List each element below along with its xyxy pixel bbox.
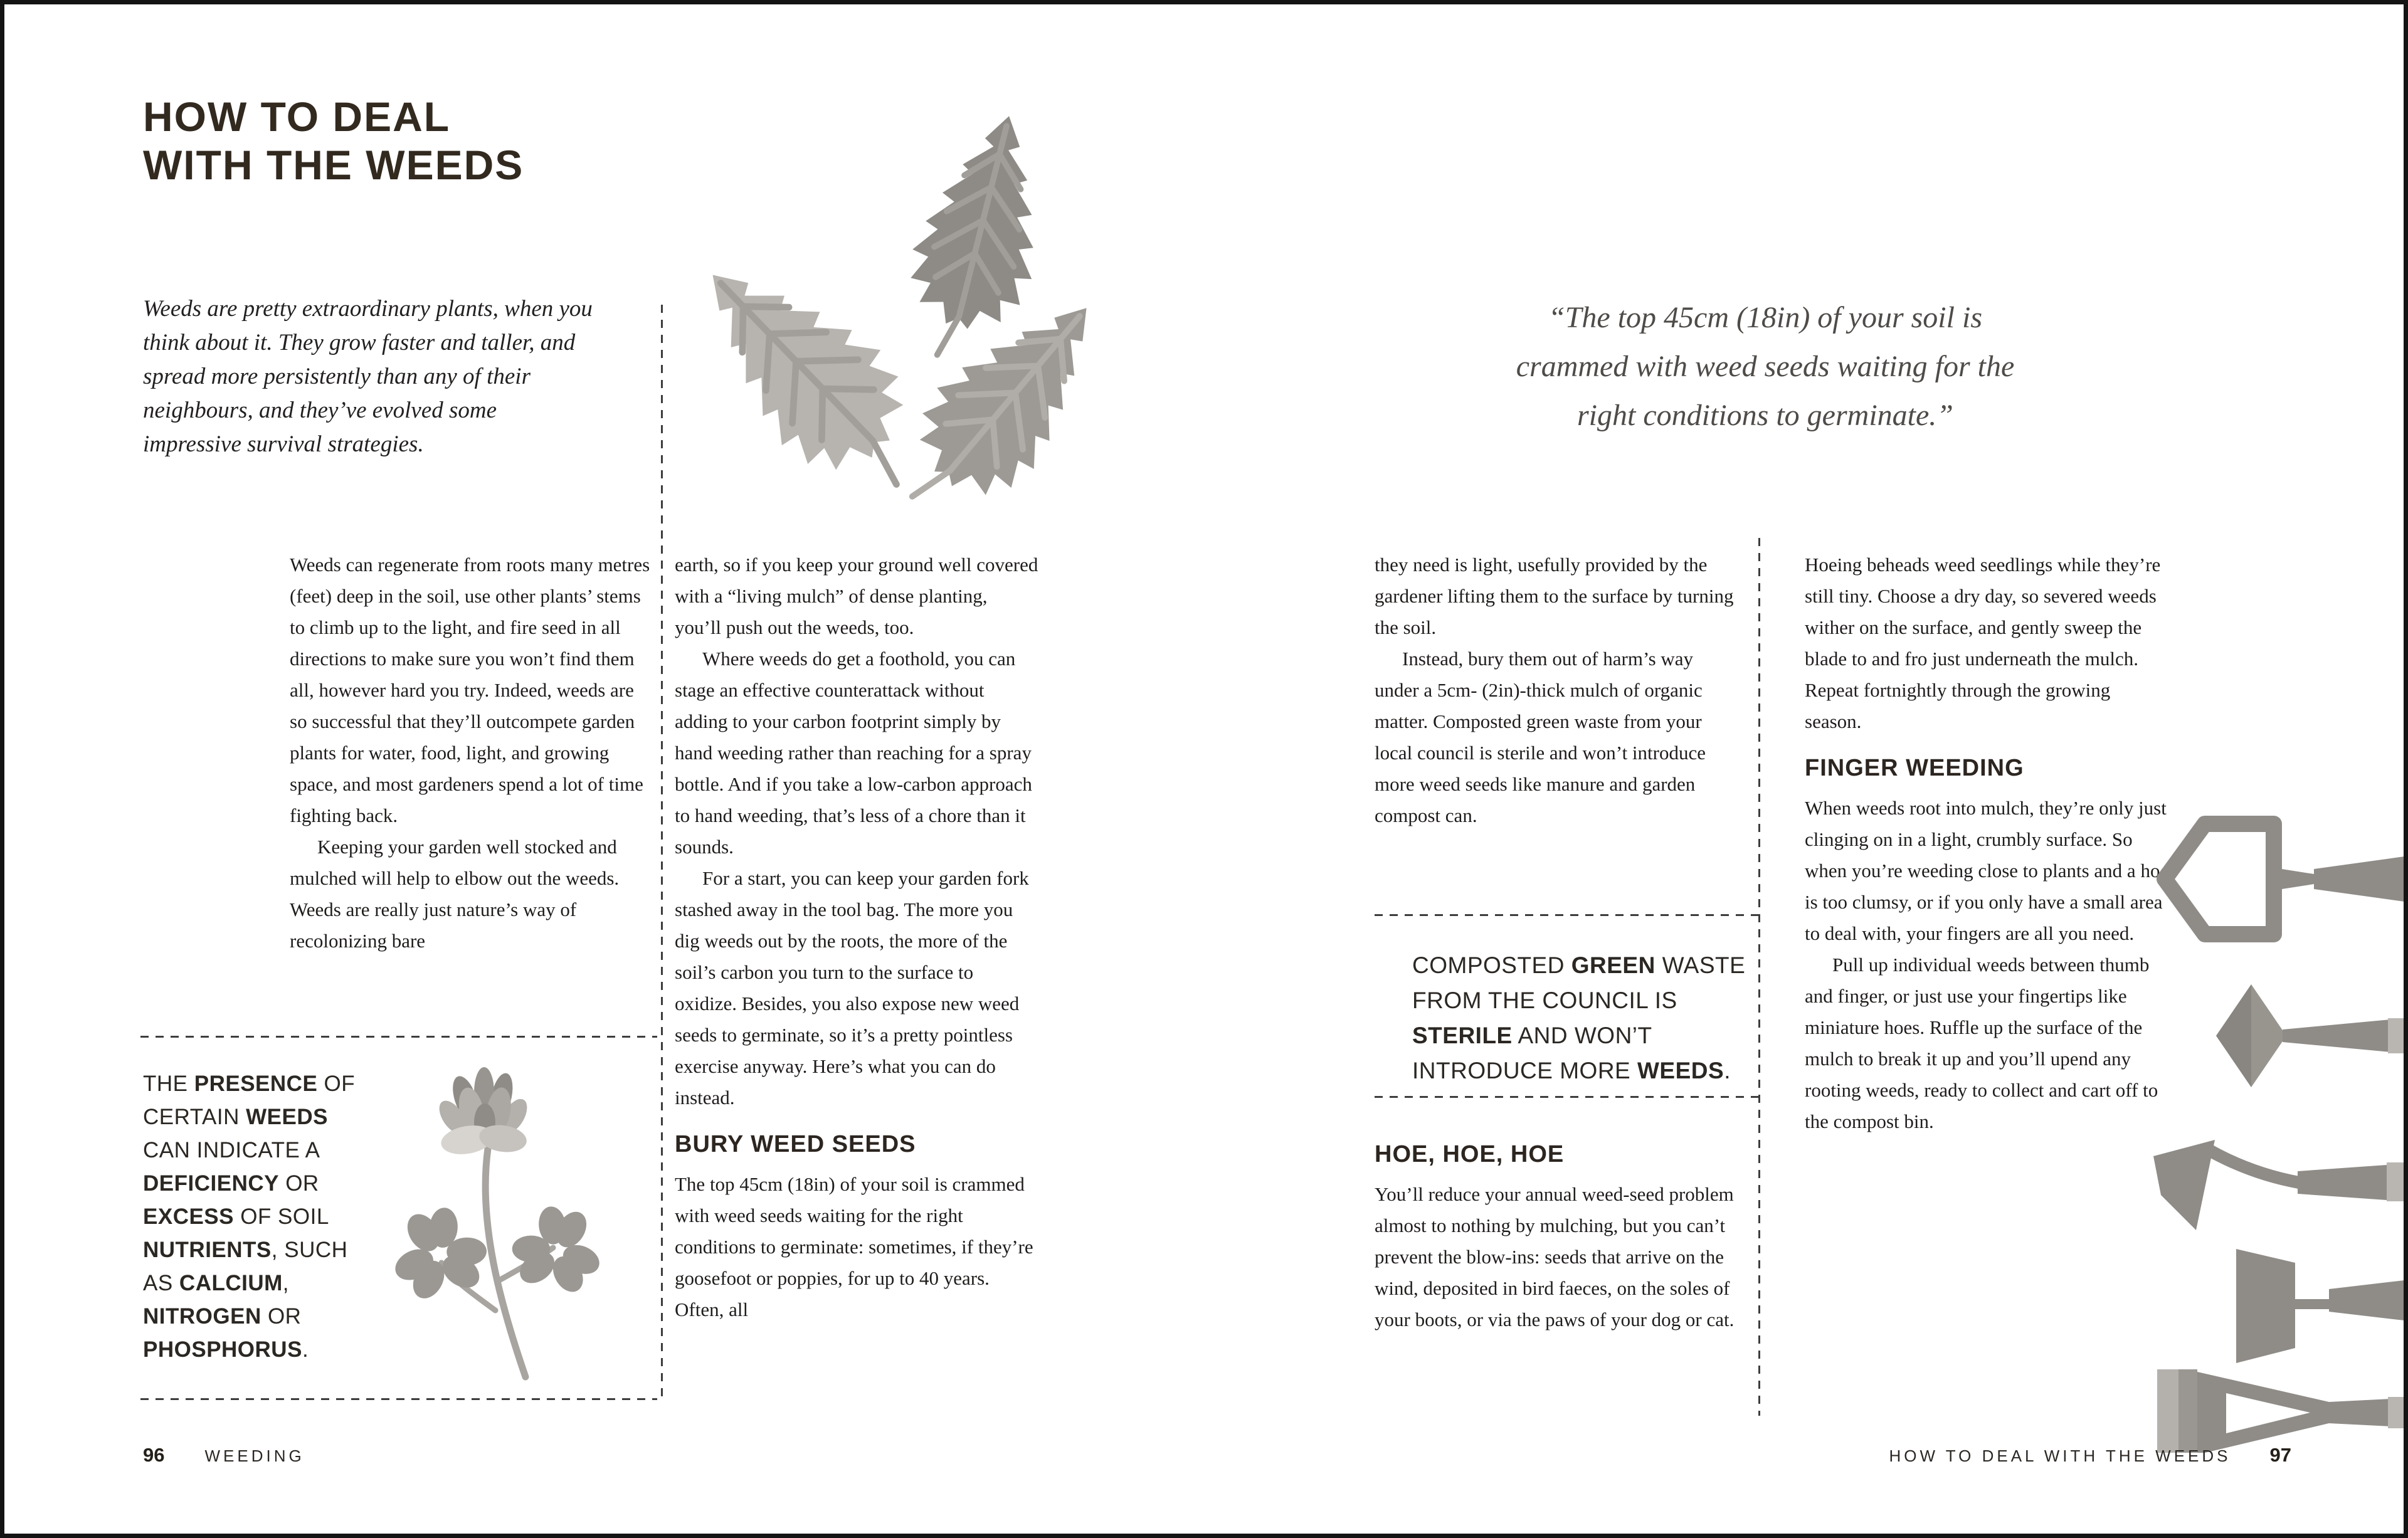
clover-blossom-icon [434,1067,532,1158]
clover-illustration [364,1056,646,1398]
callout-rule-bottom-left [140,1398,657,1400]
draw-hoe-icon [2153,1140,2404,1230]
callout-rule-top-left [140,1036,657,1038]
section-label: WEEDING [204,1446,305,1465]
pull-quote: “The top 45cm (18in) of your soil is crammed with weed seeds waiting for the right conditions to germinate.” [1516,301,2015,432]
body-paragraph: When weeds root into mulch, they’re only just clinging on in a light, crumbly surface. So when you’re weeding close to plants and a hoe is too clumsy, or if you only have a small area to deal with, your fingers are all you need. [1805,797,2169,944]
diamond-hoe-icon [2216,984,2404,1087]
body-paragraph: You’ll reduce your annual weed-seed problem almost to nothing by mulching, but you can’t prevent the blow-ins: seeds that arrive on the wind, deposited in bird faeces, on the soles of your boots, or via the paws of your dog or cat. [1375,1183,1735,1330]
tools-illustration [2143,785,2404,1453]
stirrup-hoe-icon [2165,824,2404,934]
chapter-label: HOW TO DEAL WITH THE WEEDS [1889,1446,2231,1465]
callout-rule-top-right [1375,914,1760,916]
clover-leaf-icon [494,1194,620,1309]
heading-finger-weeding: FINGER WEEDING [1805,755,2024,781]
body-paragraph: earth, so if you keep your ground well covered with a “living mulch” of dense planting, you’ll push out the weeds, too. [675,554,1038,638]
column-4 [1805,549,2172,1137]
page-title-line-2: WITH THE WEEDS [143,142,524,188]
leaf-light-icon [680,227,956,522]
callout-composted-waste: COMPOSTED GREEN WASTE FROM THE COUNCIL IS STERILE AND WON’T INTRODUCE MORE WEEDS. [1412,952,1746,1083]
heading-bury-weed-seeds: BURY WEED SEEDS [675,1131,916,1157]
leaf-medium-icon [874,267,1132,527]
footer-right [1889,1444,2291,1467]
column-1 [290,549,652,957]
dutch-hoe-icon [2157,1369,2404,1453]
page-number-left: 96 [143,1444,165,1466]
body-paragraph: they need is light, usefully provided by the gardener lifting them to the surface by turning the soil. [1375,554,1734,638]
footer-left [143,1444,305,1467]
column-3-lower [1375,1140,1740,1335]
callout-soil-nutrients: THE PRESENCE OF CERTAIN WEEDS CAN INDICATE A DEFICIENCY OR EXCESS OF SOIL NUTRIENTS, SUCH AS CALCIUM, NITROGEN OR PHOSPHORUS. [143,1072,356,1362]
column-divider-dashed-left [661,305,663,1403]
body-paragraph: The top 45cm (18in) of your soil is crammed with weed seeds waiting for the right conditions to germinate: sometimes, if they’re goosefoot or poppies, for up to 40 years. Often, all [675,1173,1033,1320]
column-2 [675,549,1038,1325]
column-divider-dashed-right [1758,538,1760,1416]
page-title [143,93,758,189]
body-paragraph: For a start, you can keep your garden fork stashed away in the tool bag. The more you dig weeds out by the roots, the more of the soil’s carbon you turn to the surface to oxidize. Besides, you also expose new weed seeds to germinate, so it’s a pretty pointless exercise anyway. Here’s what you can do instead. [675,867,1029,1109]
column-3 [1375,549,1740,831]
body-paragraph: Instead, bury them out of harm’s way under a 5cm- (2in)-thick mulch of organic matter. Composted green waste from your local council is sterile and won’t introduce more weed seeds like manure and garden compost can. [1375,648,1706,826]
heading-hoe-hoe-hoe: HOE, HOE, HOE [1375,1141,1565,1167]
page-title-line-1: HOW TO DEAL [143,93,451,140]
leaves-illustration [680,94,1132,527]
paddle-hoe-icon [2236,1249,2404,1363]
page-number-right: 97 [2269,1444,2291,1466]
body-paragraph: Hoeing beheads weed seedlings while they’re still tiny. Choose a dry day, so severed weeds wither on the surface, and gently sweep the blade to and fro just underneath the mulch. Repeat fortnightly through the growing season. [1805,554,2161,732]
body-paragraph: Where weeds do get a foothold, you can stage an effective counterattack without adding to your carbon footprint simply by hand weeding rather than reaching for a spray bottle. And if you take a low-carbon approach to hand weeding, that’s less of a chore than it sounds. [675,648,1032,858]
body-paragraph: Weeds can regenerate from roots many metres (feet) deep in the soil, use other plants’ stems to climb up to the light, and fire seed in all directions to make sure you won’t find them all, however hard you try. Indeed, weeds are so successful that they’ll outcompete garden plants for water, food, light, and growing space, and most gardeners spend a lot of time fighting back. [290,554,650,826]
body-paragraph: Pull up individual weeds between thumb and finger, or just use your fingertips like miniature hoes. Ruffle up the surface of the mulch to break it up and you’ll upend any rooting weeds, ready to collect and cart off to the compost bin. [1805,954,2158,1132]
intro-paragraph: Weeds are pretty extraordinary plants, when you think about it. They grow faster and taller, and spread more persistently than any of their neighbours, and they’ve evolved some impressive survival strategies. [143,296,593,457]
body-paragraph: Keeping your garden well stocked and mulched will help to elbow out the weeds. Weeds are really just nature’s way of recolonizing bare [290,836,620,952]
callout-rule-bottom-right [1375,1096,1760,1098]
